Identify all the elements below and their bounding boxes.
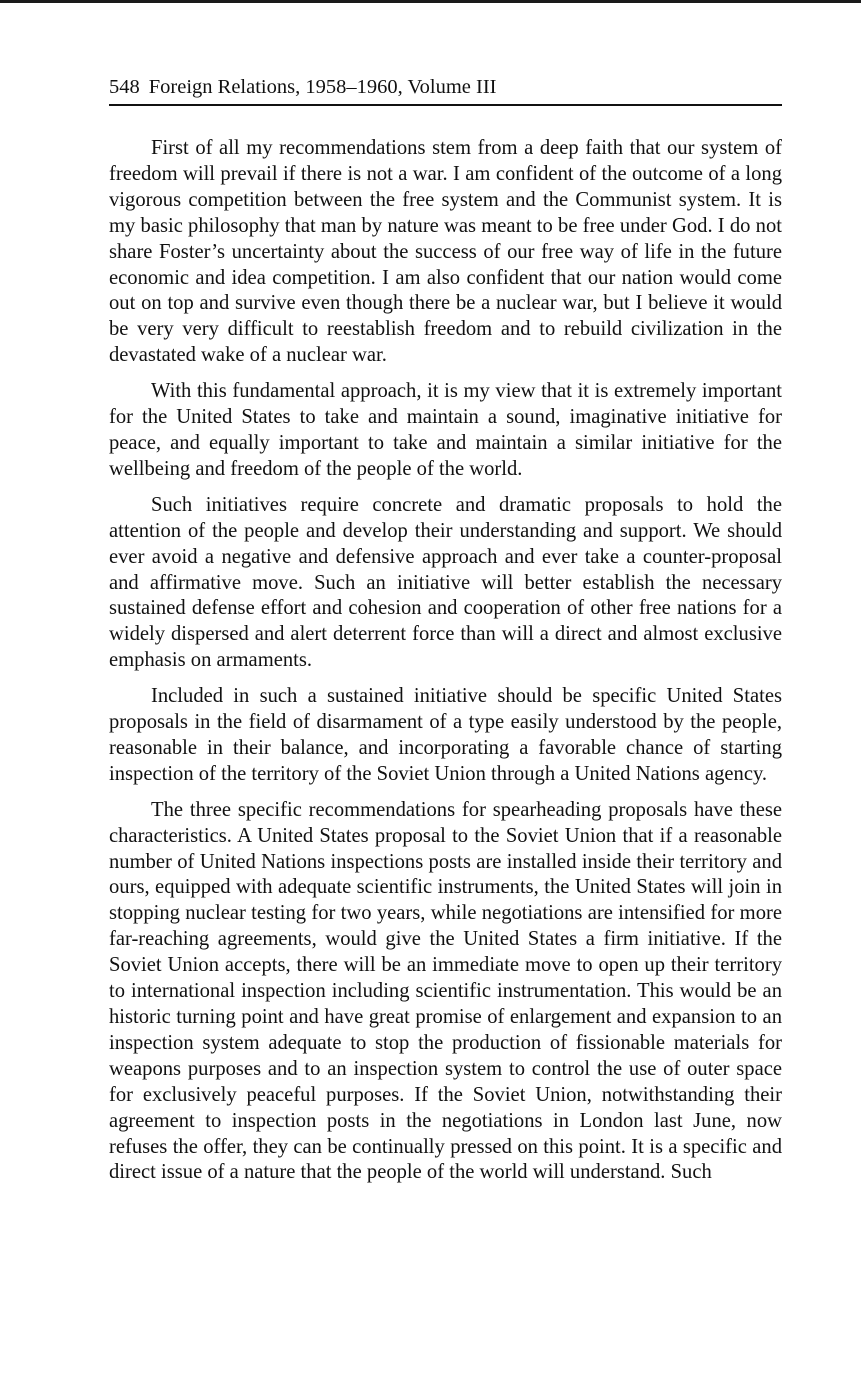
document-page	[109, 72, 782, 1196]
running-header	[109, 72, 782, 106]
page-number: 548	[109, 76, 140, 98]
body-text	[109, 136, 782, 1186]
running-title: Foreign Relations, 1958–1960, Volume III	[148, 76, 497, 98]
paragraph: Included in such a sustained initiative should be specific United States proposals in the field of disarmament of a type easily understood by the people, reasonable in their balance, and incorporating a favorable chance of starting inspection of the territory of the Soviet Union through a United Nations agency.	[109, 685, 782, 785]
paragraph: With this fundamental approach, it is my view that it is extremely important for the United States to take and maintain a sound, imaginative initiative for peace, and equally important to take and maintain a similar initiative for the wellbeing and freedom of the people of the world.	[109, 380, 782, 480]
page-top-edge	[0, 0, 861, 3]
paragraph: Such initiatives require concrete and dramatic proposals to hold the attention of the people and develop their understanding and support. We should ever avoid a negative and defensive approach and ever take a counter-proposal and affirmative move. Such an initiative will better establish the necessary sustained defense effort and cohesion and cooperation of other free nations for a widely dispersed and alert deterrent force than will a direct and almost exclusive emphasis on armaments.	[109, 493, 782, 672]
paragraph: The three specific recommendations for spearheading proposals have these characteristics. A United States proposal to the Soviet Union that if a reasonable number of United Nations inspections posts are installed inside their territory and ours, equipped with adequate scientific instruments, the United States will join in stopping nuclear testing for two years, while negotiations are intensified for more far-reaching agreements, would give the United States a firm initiative. If the Soviet Union accepts, there will be an immediate move to open up their territory to international inspection including scientific instrumentation. This would be an historic turning point and have great promise of enlargement and expansion to an inspection system adequate to stop the production of fissionable materials for weapons purposes and to an inspection system to control the use of outer space for exclusively peaceful purposes. If the Soviet Union, notwithstanding their agreement to inspection posts in the negotiations in London last June, now refuses the offer, they can be continually pressed on this point. It is a specific and direct issue of a nature that the people of the world will understand. Such	[109, 798, 782, 1184]
paragraph: First of all my recommendations stem from a deep faith that our system of freedom will prevail if there is not a war. I am confident of the outcome of a long vigorous competition between the free system and the Communist system. It is my basic philosophy that man by nature was meant to be free under God. I do not share Foster’s uncertainty about the success of our free way of life in the future economic and idea competition. I am also confident that our nation would come out on top and survive even though there be a nuclear war, but I believe it would be very very difficult to reestablish freedom and to rebuild civilization in the devastated wake of a nuclear war.	[109, 137, 782, 367]
